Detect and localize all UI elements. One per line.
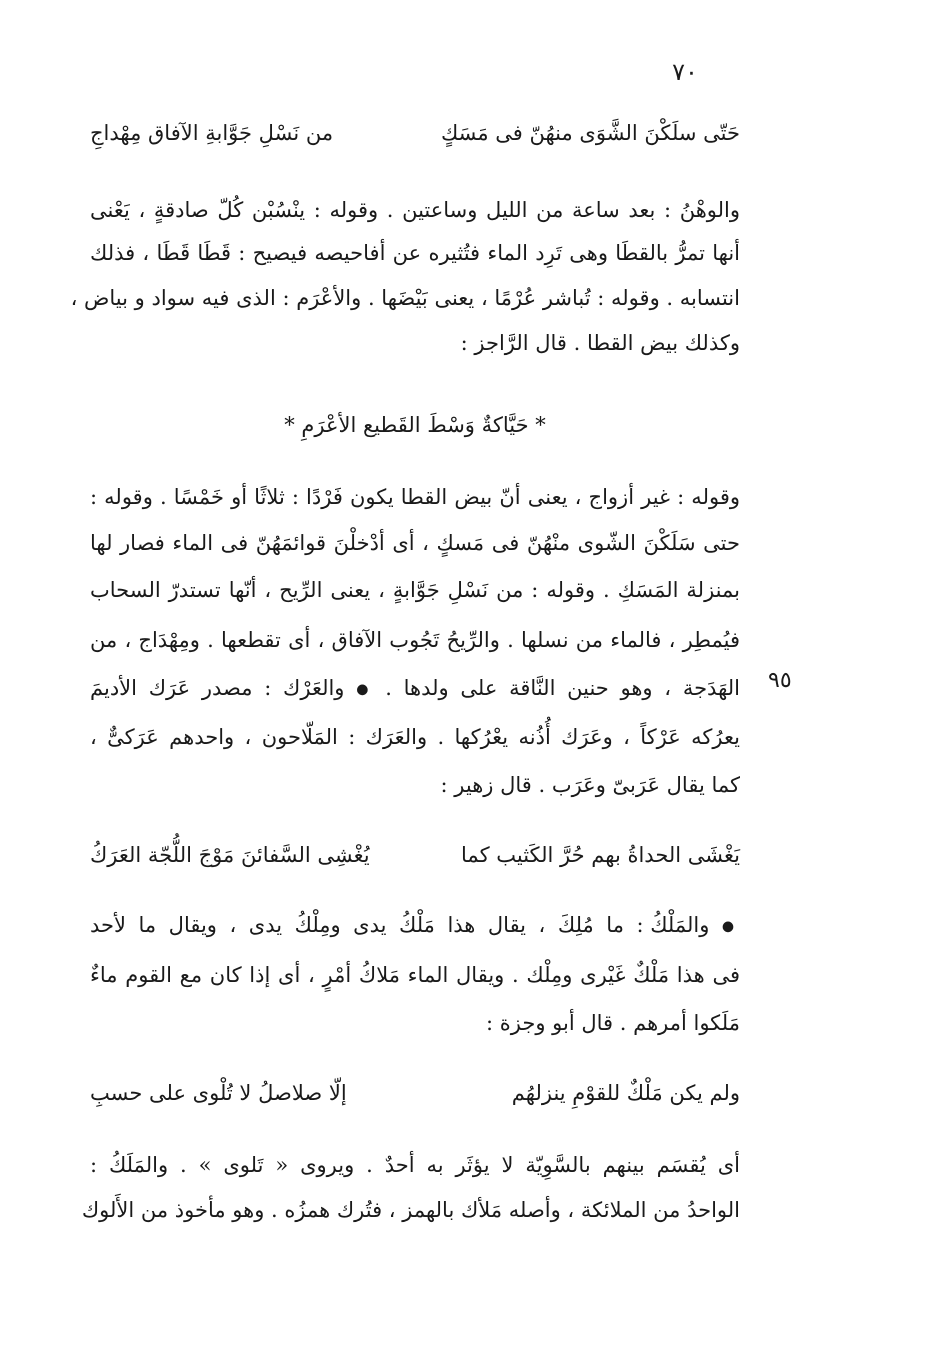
paragraph-line: مَلَكوا أمرهم . قال أبو وجزة : <box>486 1011 740 1035</box>
verse-line-4 <box>90 1078 740 1108</box>
verse-line-1 <box>90 118 740 148</box>
paragraph-line: وكذلك بيض القطا . قال الرَّاجز : <box>460 331 740 355</box>
paragraph-line: انتسابه . وقوله : تُباشر عُرْمًا ، يعنى بَيْضَها . والأعْرَم : الذى فيه سواد و بياض ، <box>70 286 740 310</box>
paragraph-line: أنها تمرُّ بالقطَا وهى تَرِد الماء فتُثيره عن أفاحيصه فيصيح : قَطَا قَطَا ، فذلك <box>90 241 740 265</box>
verse-hemistich-first: حَتّى سلَكْنَ الشَّوَى منهُنّ فى مَسَكٍ <box>440 121 740 145</box>
line-text-before-bullet: الهَدَجة ، وهو حنين النَّاقة على ولدها . <box>385 676 740 700</box>
line-text: والمَلْكُ : ما مُلِكَ ، يقال هذا مَلْكُ يدى ومِلْكُ يدى ، ويقال ما لأحد <box>90 913 710 937</box>
verse-hemistich-first: يَغْشَى الحداةُ بهم حُرَّ الكَثيب كما <box>461 843 740 867</box>
verse-hemistich-first: ولم يكن مَلْكٌ للقوْمِ ينزلهُم <box>511 1081 740 1105</box>
verse-hemistich-second: من نَسْلِ جَوَّابةِ الآفاق مِهْداجِ <box>90 121 334 145</box>
paragraph-line: حتى سَلَكْنَ الشّوى منْهُنّ فى مَسكٍ ، أى أدْخلْنَ قوائمَهُنّ فى الماء فصار لها <box>90 531 740 555</box>
paragraph-line: أى يُقسَم بينهم بالسَّوِيّة لا يؤثَر به أحدٌ . ويروى « تَلوى » . والمَلَكُ : <box>90 1153 740 1177</box>
paragraph-line: كما يقال عَرَبىّ وعَرَب . قال زهير : <box>440 773 740 797</box>
line-text-after-bullet: والعَرْك : مصدر عَرَك الأديمَ <box>90 676 345 700</box>
paragraph-line: فى هذا مَلْكٌ غَيْرى ومِلْك . ويقال الماء مَلاكُ أمْرٍ ، أى إذا كان مع القوم ماءٌ <box>90 963 740 987</box>
paragraph-line-with-bullet <box>90 673 740 705</box>
paragraph-line: الواحدُ من الملائكة ، وأصله مَلأك بالهمز ، فتُرك همزُه . وهو مأخوذ من الأَلوك <box>81 1198 740 1222</box>
page-number: ٧٠ <box>672 58 698 86</box>
paragraph-line: فيُمطِر ، فالماء من نسلها . والرِّيحُ تَجُوب الآفاق ، أى تقطعها . ومِهْدَاج ، من <box>90 628 740 652</box>
verse-hemistich-second: يُغْشِى السَّفائنَ مَوْجَ اللُّجّة العَرَكُ <box>90 843 370 867</box>
paragraph-line-with-bullet <box>90 910 740 942</box>
paragraph-line: بمنزلة المَسَكِ . وقوله : من نَسْلِ جَوَّابةٍ ، يعنى الرِّيح ، أنّها تستدرّ السحاب <box>90 578 740 602</box>
verse-line-3 <box>90 840 740 870</box>
paragraph-line: وقوله : غير أزواج ، يعنى أنّ بيض القطا يكون فَرْدًا : ثلاثًا أو خَمْسًا . وقوله : <box>90 485 740 509</box>
margin-reference-number: ٩٥ <box>768 668 792 693</box>
bullet-icon: ● <box>721 918 740 935</box>
paragraph-line: يعرُكه عَرْكاً ، وعَرَك أُذُنه يعْرُكها . والعَرَك : المَلّاحون ، واحدهم عَرَكىٌّ ، <box>90 725 740 749</box>
verse-line-2: * حَيَّاكةٌ وَسْطَ القَطيع الأعْرَمِ * <box>284 413 546 437</box>
paragraph-line: والوهْنُ : بعد ساعة من الليل وساعتين . وقوله : ينْسُبْن كُلّ صادقةٍ ، يَعْنى <box>90 198 740 222</box>
verse-hemistich-second: إلّا صلاصلُ لا تُلْوى على حسبِ <box>90 1081 347 1105</box>
bullet-icon: ● <box>356 681 374 698</box>
